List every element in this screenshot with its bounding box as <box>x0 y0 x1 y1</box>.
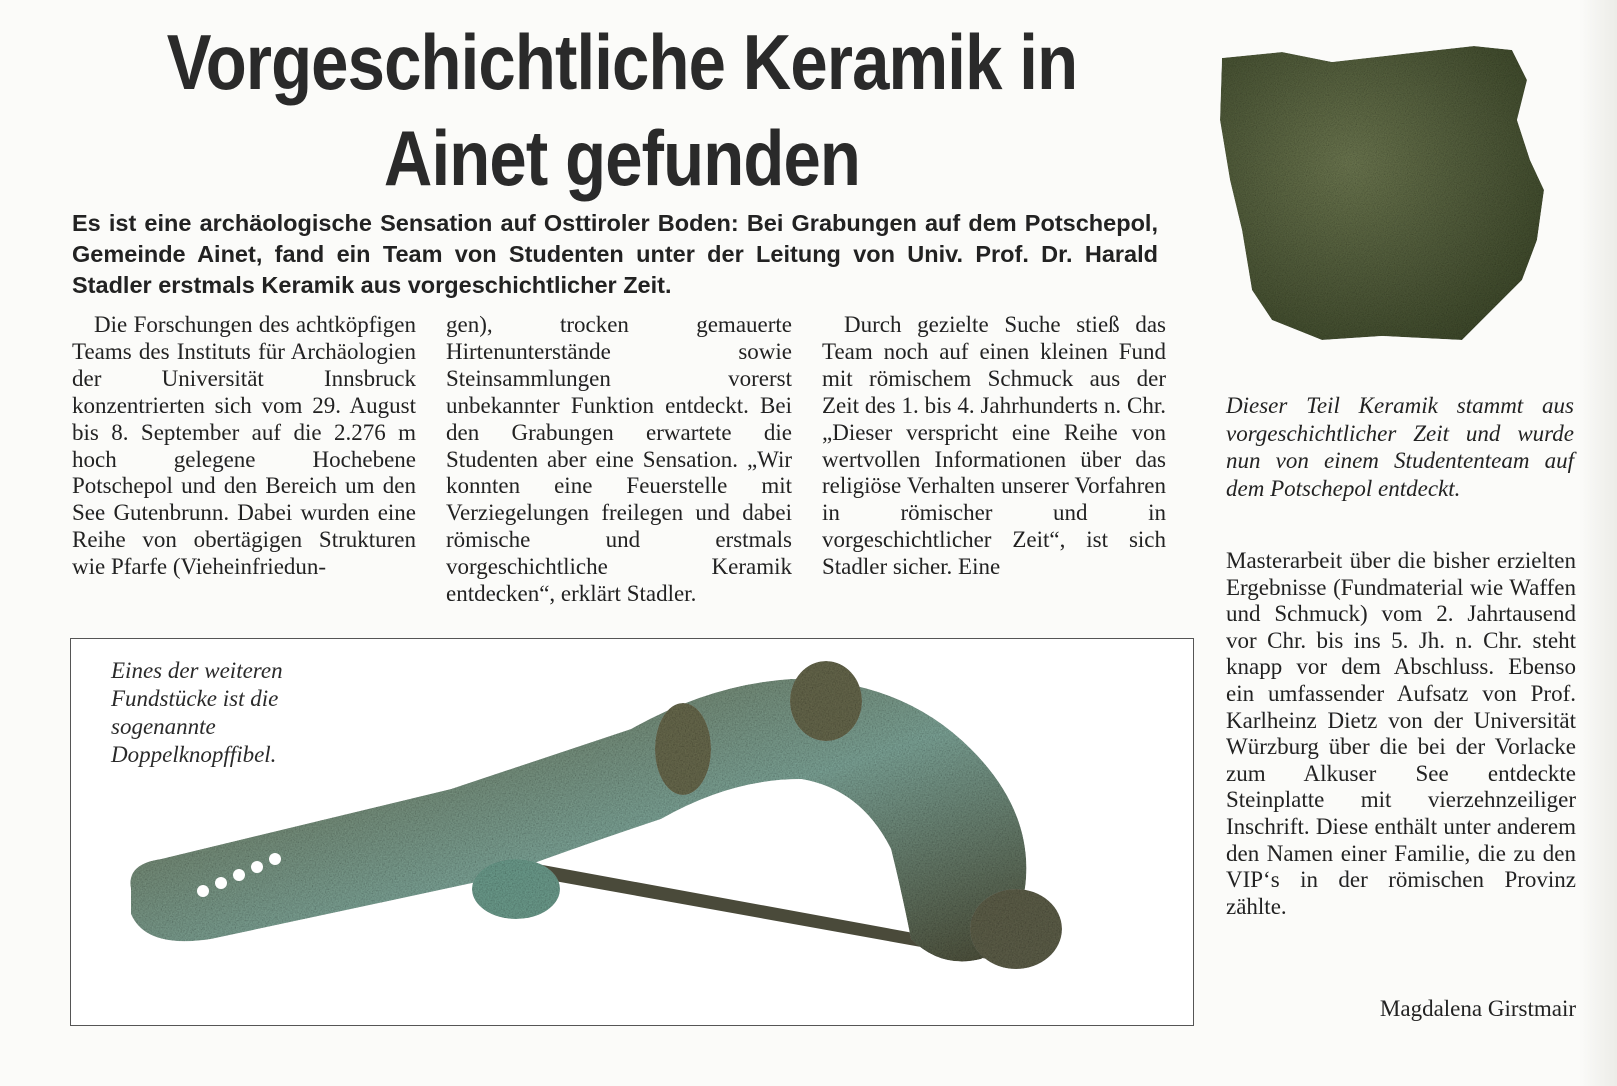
fibula-hole <box>197 885 209 897</box>
fibula-hole <box>215 877 227 889</box>
headline: Vorgeschichtliche Keramik in Ainet gefunden <box>166 18 1078 202</box>
fibula-knob-1 <box>655 703 711 795</box>
fibula-hole <box>233 869 245 881</box>
article-column-3 <box>822 312 1166 581</box>
shard-shape <box>1220 46 1544 340</box>
article-column-4 <box>1226 548 1576 920</box>
fibula-caption: Eines der weiteren Fundstücke ist die sogenannte Doppelknopffibel. <box>111 658 283 767</box>
shard-caption: Dieser Teil Keramik stammt aus vorgeschichtlicher Zeit und wurde nun von einem Studententeam auf dem Potschepol entdeckt. <box>1226 393 1574 501</box>
fibula-knob-2 <box>790 661 862 741</box>
scan-edge-shadow <box>1579 0 1617 1086</box>
fibula-spring <box>970 889 1062 969</box>
author-byline: Magdalena Girstmair <box>1379 996 1576 1021</box>
fibula-foot <box>472 859 560 919</box>
column-3-text: Durch gezielte Suche stieß das Team noch auf einen kleinen Fund mit römischem Schmuck aus der Zeit des 1. bis 4. Jahrhunderts n. Chr. „Dieser verspricht eine Reihe von wertvollen Informationen über das religiöse Verhalten unserer Vorfahren in römischer und in vorgeschichtlicher Zeit“, ist sich Stadler sicher. Eine <box>822 312 1166 580</box>
ceramic-shard-image <box>1212 40 1582 370</box>
fibula-photo-box <box>70 638 1194 1026</box>
fibula-hole <box>251 861 263 873</box>
column-2-text: gen), trocken gemauerte Hirtenunterstände sowie Steinsammlungen vorerst unbekannter Funktion entdeckt. Bei den Grabungen erwartete die Studenten aber eine Sensation. „Wir konnten eine Feuerstelle mit Verziegelungen freilegen und dabei römische und erstmals vorgeschichtliche Keramik entdecken“, erklärt Stadler. <box>446 312 792 607</box>
column-1-text: Die Forschungen des achtköpfigen Teams des Instituts für Archäologien der Universität Innsbruck konzentrierten sich vom 29. August bis 8. September auf die 2.276 m hoch gelegene Hochebene Potschepol und den Bereich um den See Gutenbrunn. Dabei wurden eine Reihe von obertägigen Strukturen wie Pfarfe (Vieheinfriedun- <box>72 312 416 580</box>
article-column-2 <box>446 312 792 608</box>
article-column-1 <box>72 312 416 581</box>
lead-paragraph: Es ist eine archäologische Sensation auf Osttiroler Boden: Bei Grabungen auf dem Potschepol, Gemeinde Ainet, fand ein Team von Studenten unter der Leitung von Univ. Prof. Dr. Harald Stadler erstmals Keramik aus vorgeschichtlicher Zeit. <box>72 210 1158 298</box>
ceramic-shard-photo <box>1212 40 1582 370</box>
fibula-hole <box>269 853 281 865</box>
column-4-text: Masterarbeit über die bisher erzielten Ergebnisse (Fundmaterial wie Waffen und Schmuck) vom 2. Jahrtausend vor Chr. bis ins 5. Jh. n. Chr. steht knapp vor dem Abschluss. Ebenso ein umfassender Aufsatz von Prof. Karlheinz Dietz von der Universität Würzburg über die bei der Vorlacke zum Alkuser See entdeckte Steinplatte mit vierzehnzeiliger Inschrift. Diese enthält unter anderem den Namen einer Familie, die zu den VIP‘s in der römischen Provinz zählte. <box>1226 548 1576 919</box>
